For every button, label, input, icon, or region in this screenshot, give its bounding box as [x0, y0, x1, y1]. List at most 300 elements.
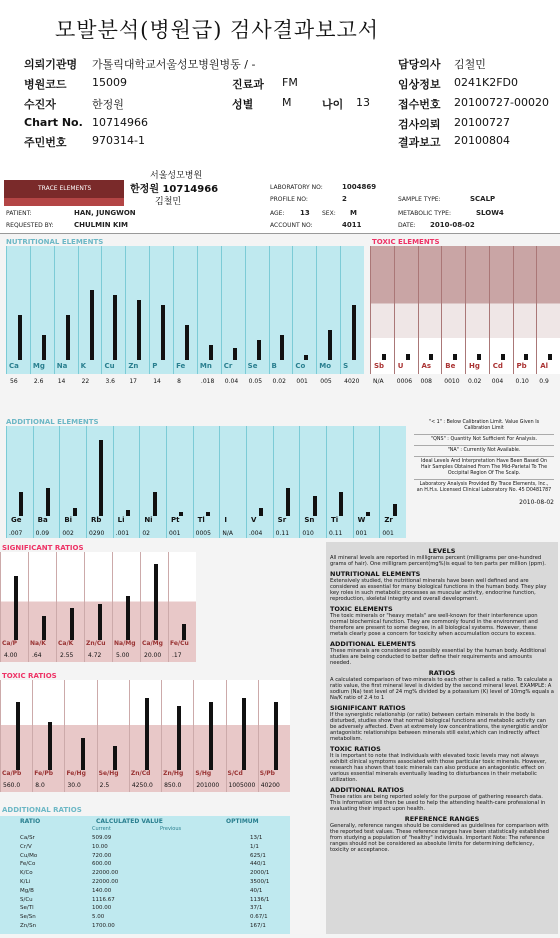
nutritional-element-name: Mg	[32, 362, 45, 370]
table-ratio: Ca/Sr	[20, 835, 35, 841]
significant-label: Ca/K	[58, 640, 74, 647]
grid-line	[113, 426, 114, 538]
additional-bar	[339, 492, 343, 516]
additional-element-name: Ni	[144, 516, 153, 524]
toxic-ratio-value: 4250.0	[131, 782, 153, 789]
nutritional-value: 005	[320, 378, 332, 385]
nutritional-element-name: Cu	[104, 362, 115, 370]
additional-element-name: Pt	[171, 516, 180, 524]
toxic-element-name: U	[397, 362, 404, 370]
legend-text: It is important to note that individuals with elevated toxic levels may not always exhibit clinical symptoms associated with those particular toxic minerals. However, research has shown that toxic minerals can also produce an antagonistic effect on various essential minerals eventually leading to disturbances in their metabolic utilization.	[330, 753, 547, 783]
toxic-ratio-bar	[209, 702, 213, 770]
additional-value: .007	[9, 530, 23, 537]
nutritional-bar	[280, 335, 284, 360]
significant-bar	[14, 576, 18, 640]
legend-text: These minerals are considered as possibly essential by the human body. Additional studies are being conducted to better define their requirements and amounts needed.	[330, 648, 546, 666]
grid-line	[125, 246, 126, 374]
grid-line	[168, 552, 169, 662]
toxic-ratio-label: Fe/Hg	[66, 770, 86, 777]
toxic-value: N/A	[373, 378, 384, 385]
stamp-doctor: 김철민	[155, 197, 182, 207]
grid-line	[6, 426, 7, 538]
page-title: 모발분석(병원급) 검사결과보고서	[55, 18, 380, 42]
toxic-ratio-value: 850.0	[164, 782, 182, 789]
report-field-value: 2	[342, 195, 347, 203]
header-value: 13	[356, 96, 370, 109]
toxic-ratio-label: Zn/Hg	[163, 770, 184, 777]
toxic-ratios-title: TOXIC RATIOS	[2, 672, 57, 680]
significant-value: 2.55	[60, 652, 74, 659]
legend-heading: NUTRITIONAL ELEMENTS	[330, 570, 421, 578]
grid-line	[536, 246, 537, 374]
toxic-value: 004	[491, 378, 504, 385]
toxic-ratio-bar	[177, 706, 181, 770]
toxic-value: 0.9	[539, 378, 549, 385]
toxic-ratio-label: Ca/Pb	[2, 770, 22, 777]
grid-line	[97, 680, 98, 792]
report-field-value: CHULMIN KIM	[74, 221, 129, 229]
legend-heading: LEVELS	[428, 547, 456, 555]
header-label: 결과보고	[398, 136, 441, 149]
additional-element-name: Ge	[11, 516, 22, 524]
significant-bar	[182, 624, 186, 640]
grid-line	[394, 246, 395, 374]
nutritional-element-name: Na	[56, 362, 68, 370]
additional-element-name: Bi	[64, 516, 73, 524]
nutritional-value: 2.6	[33, 378, 44, 385]
header-value: 970314-1	[92, 134, 145, 147]
legend-heading: RATIOS	[428, 669, 456, 677]
header-label: 임상정보	[398, 78, 441, 91]
table-ratio: Se/Tl	[20, 905, 34, 912]
nutritional-element-name: B	[271, 362, 277, 370]
table-ratio: K/Co	[20, 870, 33, 877]
additional-bar	[313, 496, 317, 516]
toxic-chart	[370, 246, 560, 385]
header-value: 김철민	[454, 58, 486, 71]
nutritional-element-name: Mn	[199, 362, 212, 370]
toxic-element-name: Sb	[374, 362, 385, 370]
header-value: 20100727-00020	[454, 96, 549, 109]
grid-line	[513, 246, 514, 374]
grid-line	[340, 246, 341, 374]
additional-element-name: W	[357, 516, 366, 524]
nutritional-bar	[161, 305, 165, 360]
table-ratio: Cu/Mo	[20, 852, 38, 859]
toxic-ratio-label: S/Cd	[227, 770, 243, 777]
grid-line	[246, 426, 247, 538]
toxic-element-name: As	[421, 362, 432, 370]
additional-bar	[126, 510, 130, 516]
nutritional-bar	[257, 340, 261, 360]
additional-bar	[46, 488, 50, 516]
significant-value: .17	[172, 652, 182, 659]
header-value: 10714966	[92, 116, 148, 129]
grid-line	[197, 246, 198, 374]
significant-value: .64	[32, 652, 42, 659]
toxic-ratio-bar	[81, 738, 85, 770]
legend-text: All mineral levels are reported in milligrams percent (milligrams per one-hundred grams of hair). One milligram percent(mg%)is equal to ten parts per million (ppm).	[330, 555, 546, 567]
grid-line	[166, 426, 167, 538]
additional-bar	[73, 508, 77, 516]
grid-line	[78, 246, 79, 374]
toxic-bar	[501, 354, 505, 360]
additional-element-name: Tl	[197, 516, 205, 524]
additional-element-name: Li	[117, 516, 125, 524]
grid-line	[129, 680, 130, 792]
toxic-value: 008	[420, 378, 432, 385]
nutritional-bar	[113, 295, 117, 360]
grid-line	[140, 552, 141, 662]
legend-text: These ratios are being reported solely for the purpose of gathering research data. This information will then be used to help the attending health-care professional in evaluating their impact upon health.	[330, 794, 546, 812]
report-field-label: METABOLIC TYPE:	[398, 210, 451, 217]
header-label: Chart No.	[24, 116, 83, 129]
grid-line	[273, 426, 274, 538]
toxic-bar	[382, 354, 386, 360]
header-label: 담당의사	[398, 58, 441, 71]
additional-value: 0.09	[35, 530, 50, 537]
legend-panel	[326, 542, 558, 934]
grid-line	[64, 680, 65, 792]
toxic-ratio-bar	[145, 698, 149, 770]
table-optimum: 1136/1	[250, 896, 270, 903]
grid-line	[139, 426, 140, 538]
significant-label: Na/Mg	[114, 640, 136, 647]
additional-value: .001	[115, 530, 130, 537]
table-ratio: K/Li	[20, 879, 31, 885]
nutritional-element-name: K	[80, 362, 87, 370]
additional-bar	[99, 440, 103, 516]
toxic-value: 0.10	[515, 378, 529, 385]
additional-bar	[366, 512, 370, 516]
grid-line	[226, 680, 227, 792]
nutritional-value: 0.05	[248, 378, 263, 385]
toxic-bar	[548, 354, 552, 360]
table-value: 1700.00	[92, 923, 115, 929]
additional-value: 001	[355, 530, 368, 537]
table-ratio: Fe/Co	[20, 861, 36, 868]
header-label: 주민번호	[24, 136, 67, 149]
significant-bar	[98, 604, 102, 640]
report-field-label: ACCOUNT NO:	[270, 222, 313, 229]
nutritional-value: 0.02	[272, 378, 286, 385]
header-label: 병원코드	[24, 78, 67, 91]
toxic-ratios-chart	[0, 680, 290, 792]
report-field-value: SCALP	[470, 195, 496, 203]
note-ideal: Ideal Levels And Interpretation Have Been Based On Hair Samples Obtained From The Mid-Parietal To The Occipital Region Of The Scalp.	[414, 457, 554, 480]
nutritional-bar	[209, 345, 213, 360]
toxic-ratio-value: 8.0	[35, 782, 45, 789]
note-qns: "QNS" : Quantity Not Sufficient For Analysis.	[414, 435, 554, 446]
nutritional-bar	[352, 305, 356, 360]
toxic-ratio-value: 30.0	[67, 782, 81, 789]
nutritional-value: 17	[129, 378, 137, 385]
toxic-ratio-bar	[48, 722, 52, 770]
header-label: 성별	[232, 98, 254, 111]
grid-line	[258, 680, 259, 792]
nutritional-title: NUTRITIONAL ELEMENTS	[6, 238, 104, 246]
toxic-element-name: Cd	[492, 362, 503, 370]
brand-logo	[4, 180, 124, 198]
grid-line	[56, 552, 57, 662]
table-optimum: 1/1	[250, 843, 259, 850]
nutritional-chart	[6, 246, 364, 385]
additional-element-name: Zr	[384, 516, 393, 524]
nutritional-bar	[304, 355, 308, 360]
additional-bar	[19, 492, 23, 516]
table-ratio: Se/Sn	[20, 914, 36, 921]
toxic-ratio-bar	[16, 702, 20, 770]
grid-line	[316, 246, 317, 374]
significant-value: 4.72	[88, 652, 102, 659]
additional-value: 001	[169, 530, 181, 537]
hospital-name: 서울성모병원	[150, 171, 203, 181]
significant-value: 20.00	[144, 652, 162, 659]
grid-line	[112, 552, 113, 662]
table-optimum: 40/1	[250, 887, 263, 894]
grid-line	[465, 246, 466, 374]
significant-title: SIGNIFICANT RATIOS	[2, 544, 84, 552]
nutritional-element-name: Ca	[9, 362, 19, 370]
report-field-value: 2010-08-02	[430, 221, 475, 229]
nutritional-value: .018	[200, 378, 215, 385]
toxic-bar	[429, 354, 433, 360]
note-na: "NA" : Currently Not Available.	[414, 446, 554, 457]
legend-heading: SIGNIFICANT RATIOS	[330, 704, 406, 712]
add-ratios-title: ADDITIONAL RATIOS	[2, 806, 82, 814]
grid-line	[441, 246, 442, 374]
nutritional-bar	[328, 330, 332, 360]
nutritional-value: 001	[296, 378, 308, 385]
toxic-ratio-label: S/Pb	[259, 770, 275, 777]
additional-value: 0005	[195, 530, 211, 537]
toxic-ratio-value: 201000	[196, 782, 220, 789]
additional-title: ADDITIONAL ELEMENTS	[6, 418, 99, 426]
header-value: 0241K2FD0	[454, 76, 519, 89]
add-ratios-table	[0, 816, 290, 934]
additional-value: 001	[382, 530, 394, 537]
table-ratio: Mg/B	[20, 887, 34, 894]
additional-bar	[206, 512, 210, 516]
additional-bar	[179, 512, 183, 516]
nutritional-element-name: Se	[247, 362, 258, 370]
legend-text: The toxic minerals or "heavy metals" are well-known for their interference upon normal biochemical function. They are commonly found in the environment and therefore are present to some degree, in all biological systems. However, these metals clearly pose a concern for toxicity when accumulation occurs to excess.	[330, 613, 538, 637]
notes-box	[414, 418, 554, 540]
additional-element-name: Ba	[37, 516, 48, 524]
table-value: 22000.00	[92, 879, 119, 885]
brand-address-bar	[4, 198, 124, 206]
toxic-element-name: Be	[445, 362, 456, 370]
nutritional-element-name: Fe	[176, 362, 186, 370]
additional-value: 002	[62, 530, 74, 537]
toxic-ratio-label: Se/Hg	[98, 770, 119, 777]
toxic-ratio-value: 1005000	[228, 782, 256, 789]
table-optimum: 2000/1	[250, 870, 270, 877]
significant-bar	[42, 616, 46, 640]
additional-bar	[259, 508, 263, 516]
additional-bar	[286, 488, 290, 516]
significant-label: Fe/Cu	[170, 640, 189, 647]
grid-line	[299, 426, 300, 538]
grid-line	[0, 680, 1, 792]
grid-line	[489, 246, 490, 374]
toxic-bar	[477, 354, 481, 360]
toxic-ratio-bar	[274, 702, 278, 770]
header-label: 접수번호	[398, 98, 441, 111]
toxic-bar	[453, 354, 457, 360]
report-field-label: PROFILE NO:	[270, 196, 308, 203]
toxic-ratio-bar	[113, 746, 117, 770]
grid-line	[0, 552, 1, 662]
grid-line	[193, 680, 194, 792]
table-header-value: CALCULATED VALUE	[96, 818, 163, 825]
significant-label: Ca/P	[2, 640, 18, 647]
table-optimum: 37/1	[250, 905, 263, 912]
table-header-optimum: OPTIMUM	[226, 818, 259, 825]
nutritional-bar	[18, 315, 22, 360]
additional-value: .004	[249, 530, 263, 537]
nutritional-element-name: P	[152, 362, 158, 370]
significant-chart	[0, 552, 196, 662]
nutritional-element-name: Cr	[223, 362, 233, 370]
grid-line	[149, 246, 150, 374]
note-date: 2010-08-02	[519, 499, 554, 506]
table-value: 5.00	[92, 914, 105, 921]
additional-value: 010	[302, 530, 314, 537]
report-field-value: HAN, JUNGWON	[74, 209, 136, 217]
grid-line	[30, 246, 31, 374]
legend-text: Extensively studied, the nutritional minerals have been well defined and are considered as essential for many biological functions in the human body. They play key roles in such metabolic processes as muscular activity, endocrine function, reproduction, skeletal integrity and overall development.	[330, 578, 547, 602]
legend-heading: ADDITIONAL ELEMENTS	[330, 640, 416, 648]
additional-element-name: Sr	[277, 516, 287, 524]
nutritional-bar	[137, 300, 141, 360]
table-value: 1116.67	[92, 896, 115, 903]
table-value: 100.00	[92, 905, 112, 912]
toxic-ratio-bar	[242, 698, 246, 770]
toxic-value: 0010	[444, 378, 460, 385]
header-value: FM	[282, 76, 298, 89]
nutritional-bar	[233, 348, 237, 360]
header-value: 한정원	[92, 98, 124, 111]
legend-text: If the synergistic relationship (or ratio) between certain minerals in the body is disturbed, studies show that normal biological functions and metabolic activity can be adversely affected. Even at extremely low concentrations, the synergistic and/or antagonistic relationships between minerals still exist,which can indirectly affect metabolism.	[330, 712, 548, 742]
table-optimum: 625/1	[250, 852, 266, 859]
toxic-ratio-value: 40200	[260, 782, 280, 789]
additional-element-name: Sn	[304, 516, 315, 524]
nutritional-value: 3.6	[105, 378, 115, 385]
grid-line	[86, 426, 87, 538]
toxic-ratio-label: Fe/Pb	[34, 770, 54, 777]
header-value: 15009	[92, 76, 127, 89]
report-scan	[0, 166, 560, 938]
table-sub-current: Current	[92, 826, 111, 832]
report-field-label: REQUESTED BY:	[6, 222, 54, 229]
significant-label: Na/K	[30, 640, 46, 647]
significant-bar	[70, 608, 74, 640]
nutritional-bar	[90, 290, 94, 360]
table-value: 509.09	[92, 835, 112, 841]
grid-line	[101, 246, 102, 374]
header-label: 의뢰기관명	[24, 58, 78, 71]
note-calibration: "< 1" : Below Calibration Limit. Value Given Is Calibration Limit	[414, 418, 554, 435]
grid-line	[54, 246, 55, 374]
table-optimum: 167/1	[250, 923, 266, 929]
report-field-value: SLOW4	[476, 209, 504, 217]
grid-line	[161, 680, 162, 792]
report-field-label: DATE:	[398, 222, 416, 229]
table-optimum: 13/1	[250, 835, 263, 841]
additional-chart	[6, 426, 406, 538]
grid-line	[379, 426, 380, 538]
header-value: 가톨릭대학교서울성모병원병동 / -	[92, 58, 256, 71]
additional-element-name: Ti	[331, 516, 339, 524]
legend-heading: TOXIC RATIOS	[330, 745, 381, 753]
legend-heading: ADDITIONAL RATIOS	[330, 786, 405, 794]
table-optimum: 3500/1	[250, 879, 270, 885]
additional-value: 02	[142, 530, 150, 537]
nutritional-value: 14	[57, 378, 66, 385]
grid-line	[221, 246, 222, 374]
additional-value: 0290	[89, 530, 105, 537]
table-value: 22000.00	[92, 870, 119, 877]
report-field-value: M	[350, 209, 357, 217]
nutritional-element-name: Zn	[128, 362, 139, 370]
grid-line	[418, 246, 419, 374]
grid-line	[28, 552, 29, 662]
grid-line	[193, 426, 194, 538]
nutritional-bar	[185, 325, 189, 360]
toxic-ratio-value: 560.0	[3, 782, 21, 789]
significant-value: 4.00	[4, 652, 18, 659]
additional-element-name: I	[224, 516, 227, 524]
additional-element-name: V	[251, 516, 257, 524]
legend-text: A calculated comparison of two minerals to each other is called a ratio. To calculate a ratio value, the first mineral level is divided by the second mineral level. EXAMPLE: A sodium (Na) test level of 24 mg% divided by a potassium (K) level of 10mg% equals a Na/K ratio of 2.4 to 1	[330, 677, 554, 701]
grid-line	[292, 246, 293, 374]
nutritional-value: 22	[81, 378, 90, 385]
grid-line	[32, 680, 33, 792]
toxic-element-name: Hg	[469, 362, 480, 370]
nutritional-value: 56	[10, 378, 18, 385]
toxic-ratio-label: Zn/Cd	[130, 770, 151, 777]
table-value: 600.00	[92, 861, 112, 868]
grid-line	[6, 246, 7, 374]
table-ratio: Zn/Sn	[20, 923, 37, 929]
nutritional-bar	[42, 335, 46, 360]
significant-bar	[126, 596, 130, 640]
table-value: 10.00	[92, 843, 108, 850]
grid-line	[84, 552, 85, 662]
additional-bar	[393, 504, 397, 516]
table-sub-previous: Previous	[160, 826, 182, 832]
toxic-value: 0.02	[468, 378, 482, 385]
nutritional-element-name: Mo	[319, 362, 332, 370]
additional-element-name: Rb	[91, 516, 102, 524]
grid-line	[173, 246, 174, 374]
grid-line	[245, 246, 246, 374]
additional-value: 0.11	[329, 530, 343, 537]
legend-text: Generally, reference ranges should be considered as guidelines for comparison with the reported test values. These reference ranges have been statistically established from studying a population of "healthy" individuals. Important Note: The reference ranges should not be considered as absolute limits for determining deficiency, toxicity or acceptance.	[330, 823, 549, 853]
additional-value: 0.11	[275, 530, 290, 537]
toxic-bar	[406, 354, 410, 360]
significant-label: Ca/Mg	[142, 640, 163, 647]
header-value: M	[282, 96, 292, 109]
report-field-label: PATIENT:	[6, 210, 32, 217]
report-field-value: 4011	[342, 221, 362, 229]
grid-line	[33, 426, 34, 538]
table-header-ratio: RATIO	[20, 818, 41, 825]
report-field-value: 13	[300, 209, 310, 217]
grid-line	[269, 246, 270, 374]
toxic-element-name: Pb	[516, 362, 527, 370]
